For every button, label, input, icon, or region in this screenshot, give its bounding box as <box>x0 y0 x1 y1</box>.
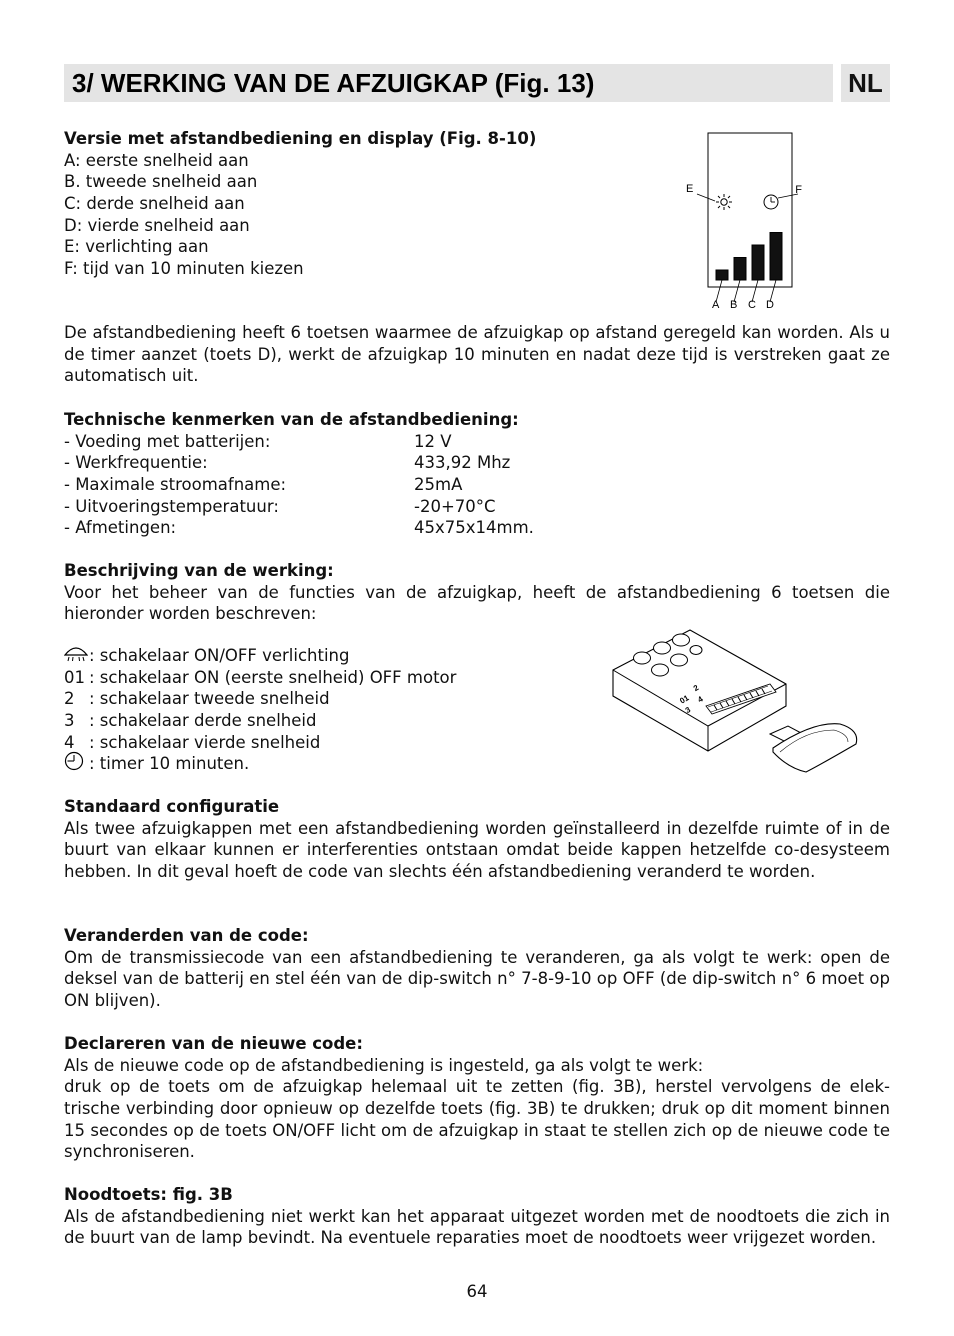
remote-button <box>652 664 669 676</box>
function-item <box>64 645 604 667</box>
function-text: : schakelaar vierde snelheid <box>89 732 321 752</box>
function-key: 3 <box>64 711 75 731</box>
function-list <box>64 645 604 775</box>
declare-code-heading: Declareren van de nieuwe code: <box>64 1034 363 1053</box>
spec-label: - Uitvoeringstemperatuur: <box>64 496 279 516</box>
emergency-heading: Noodtoets: fig. 3B <box>64 1185 233 1204</box>
label-f: F <box>795 184 802 196</box>
level-bar <box>770 233 782 281</box>
display-figure <box>684 130 804 315</box>
standard-config-section <box>64 796 890 883</box>
standard-config-heading: Standaard configuratie <box>64 797 280 816</box>
remote-button <box>671 654 688 666</box>
remote-button <box>654 642 671 654</box>
page-title: 3/ WERKING VAN DE AFZUIGKAP (Fig. 13) <box>72 68 595 98</box>
remote-label: 01 <box>678 693 691 706</box>
spec-label: - Afmetingen: <box>64 518 177 538</box>
level-bar <box>716 270 728 280</box>
remote-figure <box>608 626 864 776</box>
spec-row <box>64 517 890 539</box>
operation-heading: Beschrijving van de werking: <box>64 561 334 580</box>
operation-text: Voor het beheer van de functies van de afzuigkap, heeft de afstandbediening 6 toetsen die hieronder worden beschreven: <box>64 582 890 624</box>
function-item <box>64 753 604 775</box>
declare-code-text: druk op de toets om de afzuigkap helemaal uit te zetten (fig. 3B), herstel vervolgens de elek-trische verbinding door opnieuw op dezelfde toets (fig. 3B) te drukken; druk op dit moment binnen 15 secondes op de toets ON/OFF licht om de afzuigkap in staat te stellen zich op de nieuwe code te synchroniseren. <box>64 1077 890 1162</box>
bottom-label: B <box>730 299 738 311</box>
standard-config-text: Als twee afzuigkappen met een afstandbediening worden geïnstalleerd in dezelfde ruimte of in de buurt van elkaar kunnen er interferenties ontstaan omdat beide kappen hetzelfde co-desysteem hebben. In dit geval hoeft de code van slechts één afstandbediening veranderd te worden. <box>64 818 890 882</box>
lamp-icon <box>64 643 89 669</box>
function-item <box>64 667 604 689</box>
spec-label: - Maximale stroomafname: <box>64 475 287 495</box>
specs-section <box>64 409 890 539</box>
function-text: : timer 10 minuten. <box>89 754 250 774</box>
spec-value: 12 V <box>414 431 452 451</box>
operation-section <box>64 560 890 625</box>
spec-value: 45x75x14mm. <box>414 518 534 538</box>
page-number: 64 <box>466 1282 488 1301</box>
emergency-text: Als de afstandbediening niet werkt kan het apparaat uitgezet worden met de noodtoets die zich in de buurt van de lamp bevindt. Na eventuele reparaties moet de noodtoets weer vrijgezet worden. <box>64 1206 890 1248</box>
intro-line: C: derde snelheid aan <box>64 194 245 214</box>
spec-value: -20+70°C <box>414 496 496 516</box>
remote-button <box>690 646 702 655</box>
remote-button <box>673 634 690 646</box>
spec-label: - Voeding met batterijen: <box>64 431 271 451</box>
spec-row <box>64 496 890 518</box>
intro-heading: Versie met afstandbediening en display (Fig. 8-10) <box>64 129 537 148</box>
declare-code-section <box>64 1033 890 1163</box>
function-text: : schakelaar ON/OFF verlichting <box>89 646 350 665</box>
remote-label: 4 <box>696 694 705 705</box>
function-text: : schakelaar ON (eerste snelheid) OFF motor <box>89 667 457 687</box>
remote-button <box>634 652 651 664</box>
remote-label: 3 <box>683 705 693 716</box>
function-key: 2 <box>64 689 75 709</box>
bottom-label: A <box>712 299 720 311</box>
intro-line: A: eerste snelheid aan <box>64 150 249 170</box>
spec-label: - Werkfrequentie: <box>64 453 208 473</box>
change-code-heading: Veranderden van de code: <box>64 926 309 945</box>
level-bar <box>752 245 764 280</box>
emergency-section <box>64 1184 890 1249</box>
function-text: : schakelaar derde snelheid <box>89 711 317 731</box>
change-code-section <box>64 925 890 1012</box>
specs-heading: Technische kenmerken van de afstandbediening: <box>64 410 519 429</box>
bottom-label: C <box>748 299 756 311</box>
language-badge: NL <box>841 64 890 102</box>
declare-code-line: Als de nieuwe code op de afstandbediening is ingesteld, ga als volgt te werk: <box>64 1055 704 1075</box>
function-item <box>64 710 604 732</box>
intro-line: B. tweede snelheid aan <box>64 172 258 192</box>
spec-value: 25mA <box>414 475 463 495</box>
description-paragraph: De afstandbediening heeft 6 toetsen waarmee de afzuigkap op afstand geregeld kan worden. Als u de timer aanzet (toets D), werkt de afzuigkap 10 minuten en nadat deze tijd is verstreken gaat ze automatisch uit. <box>64 323 890 386</box>
intro-line: D: vierde snelheid aan <box>64 215 250 235</box>
function-item <box>64 688 604 710</box>
clock-icon <box>64 751 89 777</box>
level-bar <box>734 258 746 281</box>
function-key: 01 <box>64 667 85 687</box>
label-e: E <box>686 183 694 195</box>
function-item <box>64 732 604 754</box>
intro-line: E: verlichting aan <box>64 237 209 257</box>
spec-value: 433,92 Mhz <box>414 453 511 473</box>
spec-row <box>64 431 890 453</box>
function-key: 4 <box>64 732 75 752</box>
spec-row <box>64 474 890 496</box>
bottom-label: D <box>766 299 774 311</box>
spec-row <box>64 452 890 474</box>
change-code-text: Om de transmissiecode van een afstandbediening te veranderen, ga als volgt te werk: open de deksel van de batterij en stel één van de dip-switch n° 7-8-9-10 op OFF (de dip-switch n° 6 moet op ON blijven). <box>64 947 890 1011</box>
function-text: : schakelaar tweede snelheid <box>89 689 330 709</box>
remote-label: 2 <box>691 683 701 694</box>
intro-line: F: tijd van 10 minuten kiezen <box>64 259 304 279</box>
